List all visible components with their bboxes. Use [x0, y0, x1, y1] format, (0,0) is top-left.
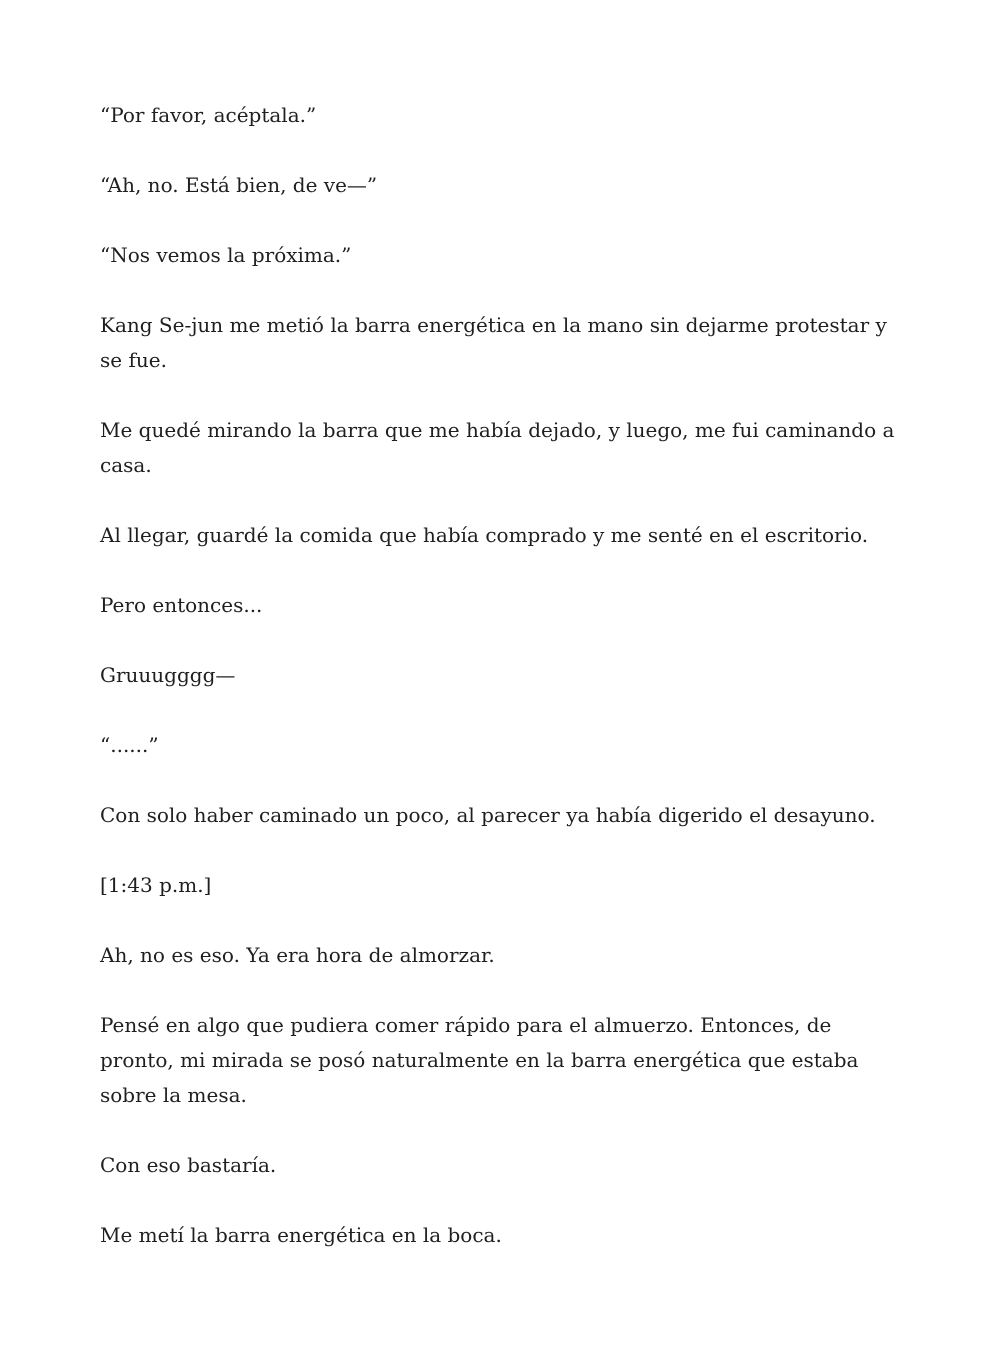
- paragraph-dialogue-ellipsis: “......”: [100, 733, 159, 757]
- paragraph-narration-desk: Al llegar, guardé la comida que había comprado y me senté en el escritorio.: [100, 523, 869, 547]
- paragraph-narration-walk-home: Me quedé mirando la barra que me había dejado, y luego, me fui caminando a casa.: [100, 418, 895, 477]
- paragraph-dialogue-see-you: “Nos vemos la próxima.”: [100, 243, 352, 267]
- document-body: [100, 98, 900, 1253]
- paragraph-narration-lunch-time: Ah, no es eso. Ya era hora de almorzar.: [100, 943, 495, 967]
- paragraph-narration-lunch-idea: Pensé en algo que pudiera comer rápido para el almuerzo. Entonces, de pronto, mi mirada se posó naturalmente en la barra energética que estaba sobre la mesa.: [100, 1013, 859, 1107]
- paragraph-narration-energy-bar: Kang Se-jun me metió la barra energética en la mano sin dejarme protestar y se fue.: [100, 313, 887, 372]
- paragraph-sound-effect: Gruuugggg—: [100, 663, 236, 687]
- paragraph-narration-digested: Con solo haber caminado un poco, al parecer ya había digerido el desayuno.: [100, 803, 876, 827]
- paragraph-narration-but-then: Pero entonces...: [100, 593, 263, 617]
- paragraph-time-stamp: [1:43 p.m.]: [100, 873, 212, 897]
- paragraph-narration-enough: Con eso bastaría.: [100, 1153, 277, 1177]
- paragraph-dialogue-please-accept: “Por favor, acéptala.”: [100, 103, 317, 127]
- paragraph-dialogue-its-fine: “Ah, no. Está bien, de ve—”: [100, 173, 378, 197]
- paragraph-narration-eat-bar: Me metí la barra energética en la boca.: [100, 1223, 502, 1247]
